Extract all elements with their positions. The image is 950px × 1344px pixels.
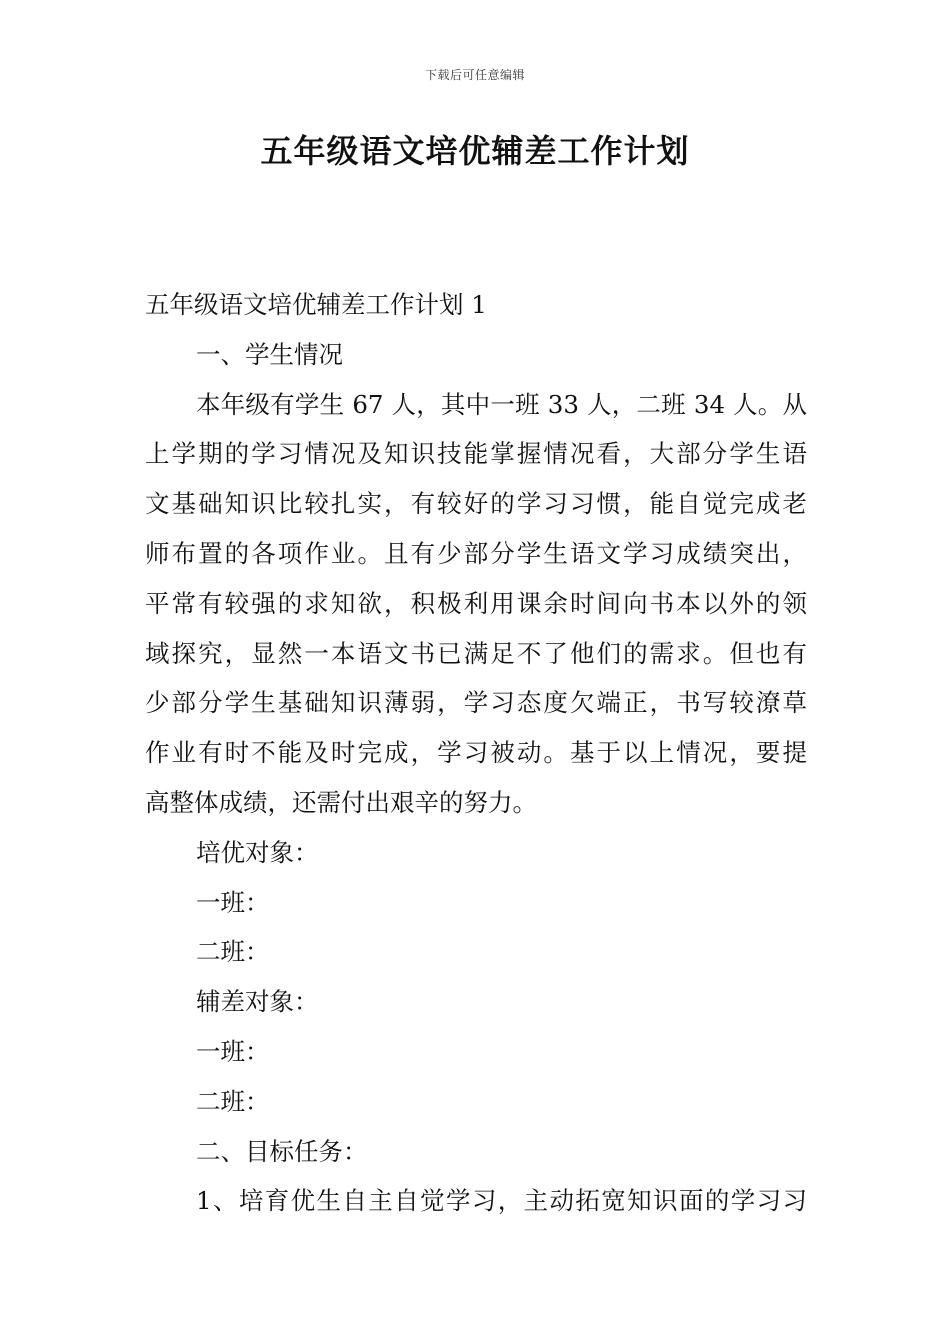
weak-students-label: 辅差对象： <box>196 987 319 1017</box>
section1-heading: 一、学生情况 <box>196 339 343 369</box>
section2-heading: 二、目标任务： <box>196 1136 368 1166</box>
paragraph-line: 本年级有学生 67 人，其中一班 33 人，二班 34 人。从 <box>196 389 807 419</box>
paragraph-line: 少部分学生基础知识薄弱，学习态度欠端正，书写较潦草 <box>145 688 807 718</box>
excellent-class1: 一班： <box>196 887 270 917</box>
excellent-class2: 二班： <box>196 937 270 967</box>
header-note: 下载后可任意编辑 <box>424 68 525 82</box>
paragraph-line: 上学期的学习情况及知识技能掌握情况看，大部分学生语 <box>145 439 807 469</box>
excellent-students-label: 培优对象： <box>196 837 319 867</box>
paragraph-line: 作业有时不能及时完成，学习被动。基于以上情况，要提 <box>145 738 807 768</box>
weak-class1: 一班： <box>196 1036 270 1066</box>
paragraph-line: 文基础知识比较扎实，有较好的学习习惯，能自觉完成老 <box>145 489 807 519</box>
paragraph-line: 高整体成绩，还需付出艰辛的努力。 <box>145 787 537 817</box>
goal-item-1: 1、培育优生自主自觉学习，主动拓宽知识面的学习习 <box>196 1186 807 1216</box>
document-title: 五年级语文培优辅差工作计划 <box>260 132 690 170</box>
paragraph-line: 师布置的各项作业。且有少部分学生语文学习成绩突出， <box>145 538 807 568</box>
weak-class2: 二班： <box>196 1086 270 1116</box>
section-subtitle: 五年级语文培优辅差工作计划 1 <box>145 290 487 319</box>
document-body <box>145 280 807 1226</box>
paragraph-line: 平常有较强的求知欲，积极利用课余时间向书本以外的领 <box>145 588 807 618</box>
paragraph-student-situation <box>145 380 807 828</box>
paragraph-line: 域探究，显然一本语文书已满足不了他们的需求。但也有 <box>145 638 807 668</box>
